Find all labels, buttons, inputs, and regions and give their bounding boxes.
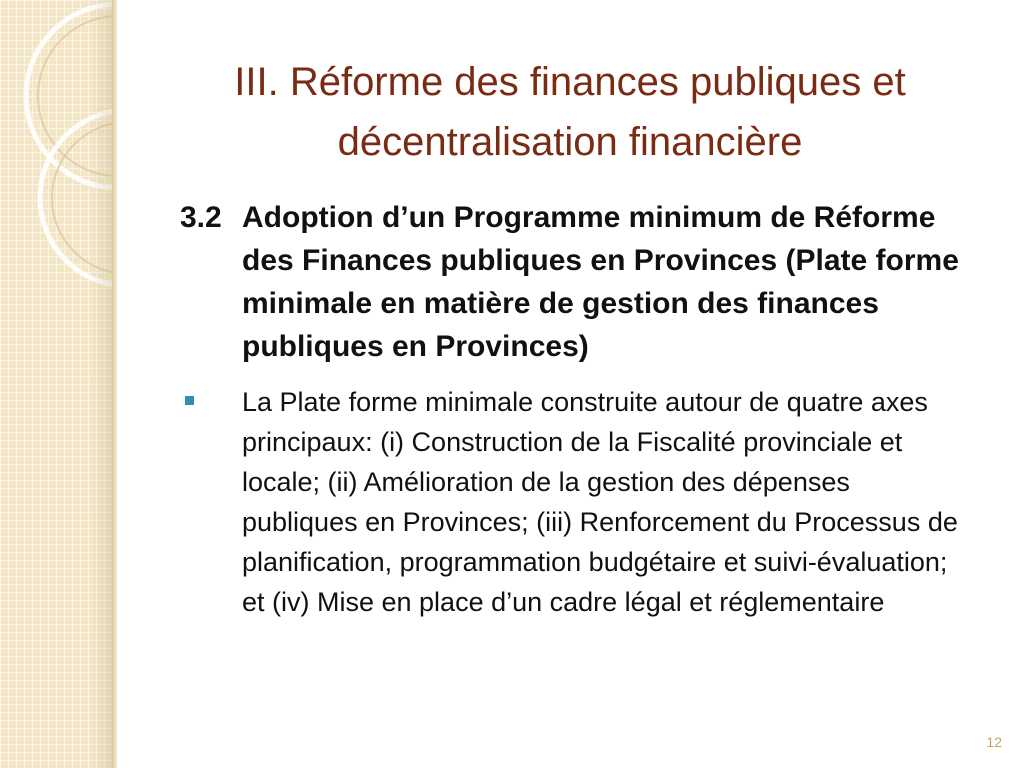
bullet-text: La Plate forme minimale construite autour de quatre axes principaux: (i) Construction de la Fiscalité provinciale et locale; (ii) Amélioration de la gestion des dépenses publiques en Provinces; (iii) Renforcement du Processus de planification, programmation budgétaire et suivi-évaluation; et (iv) Mise en place d’un cadre légal et réglementaire bbox=[242, 387, 958, 617]
side-panel-border bbox=[112, 0, 118, 768]
section-heading-text: Adoption d’un Programme minimum de Réforme des Finances publiques en Provinces (Plate forme minimale en matière de gestion des finances publiques en Provinces) bbox=[242, 201, 959, 363]
section-heading bbox=[180, 196, 970, 368]
slide-content bbox=[180, 196, 970, 622]
bullet-item bbox=[180, 382, 970, 622]
decorative-side-panel bbox=[0, 0, 112, 768]
slide-title-line-1: III. Réforme des finances publiques et bbox=[234, 60, 906, 104]
square-bullet-icon bbox=[185, 396, 194, 405]
side-panel-shade bbox=[90, 0, 112, 768]
section-number: 3.2 bbox=[180, 201, 222, 234]
slide-title-line-2: décentralisation financière bbox=[337, 120, 803, 164]
page-number: 12 bbox=[986, 734, 1002, 750]
slide-title bbox=[150, 52, 990, 172]
